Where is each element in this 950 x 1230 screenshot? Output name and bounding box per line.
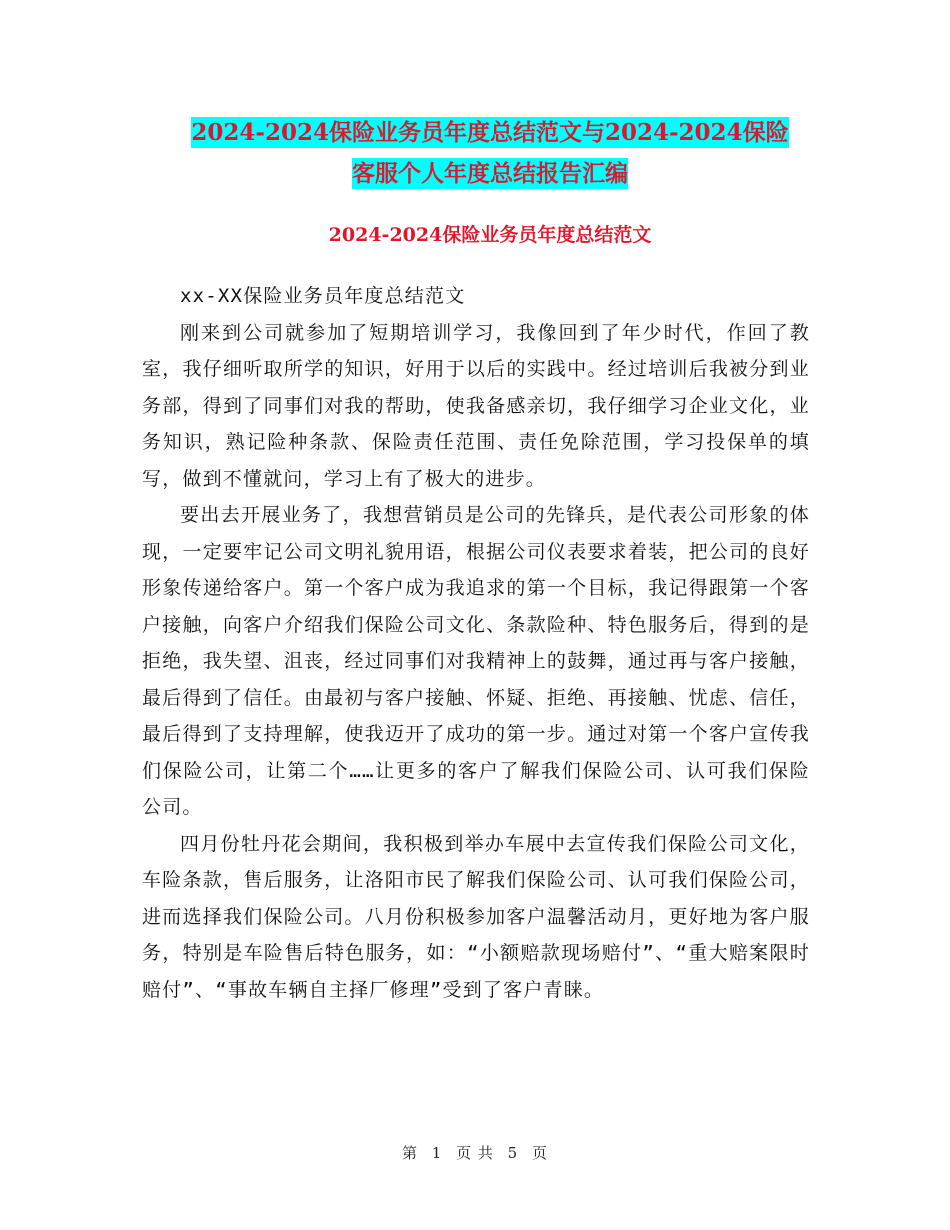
page-footer [0,1142,950,1163]
footer-prefix: 第 [401,1144,418,1162]
paragraph: 刚来到公司就参加了短期培训学习，我像回到了年少时代，作回了教室，我仔细听取所学的知识，好用于以后的实践中。经过培训后我被分到业务部，得到了同事们对我的帮助，使我备感亲切，我仔细学习企业文化，业务知识，熟记险种条款、保险责任范围、责任免除范围，学习投保单的填写，做到不懂就问，学习上有了极大的进步。 [142,321,810,490]
paragraph-heading: xx-XX保险业务员年度总结范文 [180,285,466,307]
footer-suffix: 页 [532,1144,549,1162]
document-title [140,112,840,194]
footer-total-pages: 5 [507,1144,519,1162]
document-body [142,278,810,1008]
paragraph: 四月份牡丹花会期间，我积极到举办车展中去宣传我们保险公司文化，车险条款，售后服务，让洛阳市民了解我们保险公司、认可我们保险公司，进而选择我们保险公司。八月份积极参加客户温馨活动月，更好地为客户服务，特别是车险售后特色服务，如：“小额赔款现场赔付”、“重大赔案限时赔付”、“事故车辆自主择厂修理”受到了客户青睐。 [142,832,810,1001]
footer-page-number: 1 [431,1144,443,1162]
section-title: 2024-2024保险业务员年度总结范文 [328,224,652,246]
document-title-line-2: 客服个人年度总结报告汇编 [352,160,628,187]
paragraph: 要出去开展业务了，我想营销员是公司的先锋兵，是代表公司形象的体现，一定要牢记公司文明礼貌用语，根据公司仪表要求着装，把公司的良好形象传递给客户。第一个客户成为我追求的第一个目标，我记得跟第一个客户接触，向客户介绍我们保险公司文化、条款险种、特色服务后，得到的是拒绝，我失望、沮丧，经过同事们对我精神上的鼓舞，通过再与客户接触，最后得到了信任。由最初与客户接触、怀疑、拒绝、再接触、忧虑、信任，最后得到了支持理解，使我迈开了成功的第一步。通过对第一个客户宣传我们保险公司，让第二个……让更多的客户了解我们保险公司、认可我们保险公司。 [142,504,810,818]
document-title-line-1: 2024-2024保险业务员年度总结范文与2024-2024保险 [191,119,789,146]
footer-middle: 页 共 [456,1144,494,1162]
